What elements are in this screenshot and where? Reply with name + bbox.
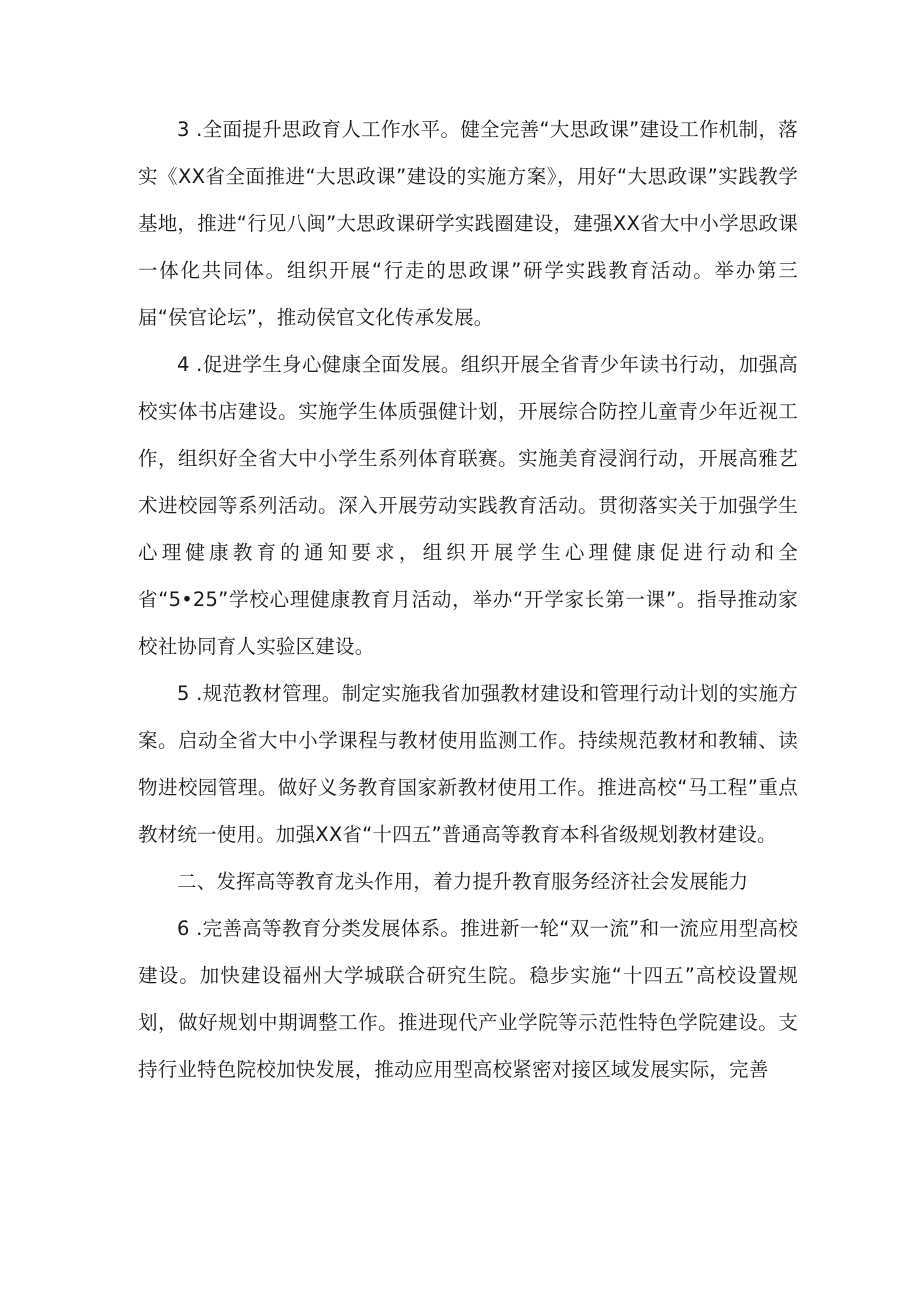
document-body — [138, 106, 798, 1093]
section-heading-2: 二、发挥高等教育龙头作用，着力提升教育服务经济社会发展能力 — [177, 870, 749, 893]
paragraph-6: 6 .完善高等教育分类发展体系。推进新一轮“双一流”和一流应用型高校建设。加快建设福州大学城联合研究生院。稳步实施“十四五”高校设置规划，做好规划中期调整工作。推进现代产业学院等示范性特色学院建设。支持行业特色院校加快发展，推动应用型高校紧密对接区域发展实际，完善 — [138, 917, 798, 1081]
paragraph-5: 5 .规范教材管理。制定实施我省加强教材建设和管理行动计划的实施方案。启动全省大中小学课程与教材使用监测工作。持续规范教材和教辅、读物进校园管理。做好义务教育国家新教材使用工作。推进高校“马工程”重点教材统一使用。加强XX省“十四五”普通高等教育本科省级规划教材建设。 — [138, 682, 798, 846]
paragraph-3: 3 .全面提升思政育人工作水平。健全完善“大思政课”建设工作机制，落实《XX省全面推进“大思政课”建设的实施方案》，用好“大思政课”实践教学基地，推进“行见八闽”大思政课研学实践圈建设，建强XX省大中小学思政课一体化共同体。组织开展“行走的思政课”研学实践教育活动。举办第三届“侯官论坛”，推动侯官文化传承发展。 — [138, 118, 798, 329]
paragraph-4: 4 .促进学生身心健康全面发展。组织开展全省青少年读书行动，加强高校实体书店建设。实施学生体质强健计划，开展综合防控儿童青少年近视工作，组织好全省大中小学生系列体育联赛。实施美育浸润行动，开展高雅艺术进校园等系列活动。深入开展劳动实践教育活动。贯彻落实关于加强学生心理健康教育的通知要求，组织开展学生心理健康促进行动和全省“5•25”学校心理健康教育月活动，举办“开学家长第一课”。指导推动家校社协同育人实验区建设。 — [138, 353, 798, 658]
